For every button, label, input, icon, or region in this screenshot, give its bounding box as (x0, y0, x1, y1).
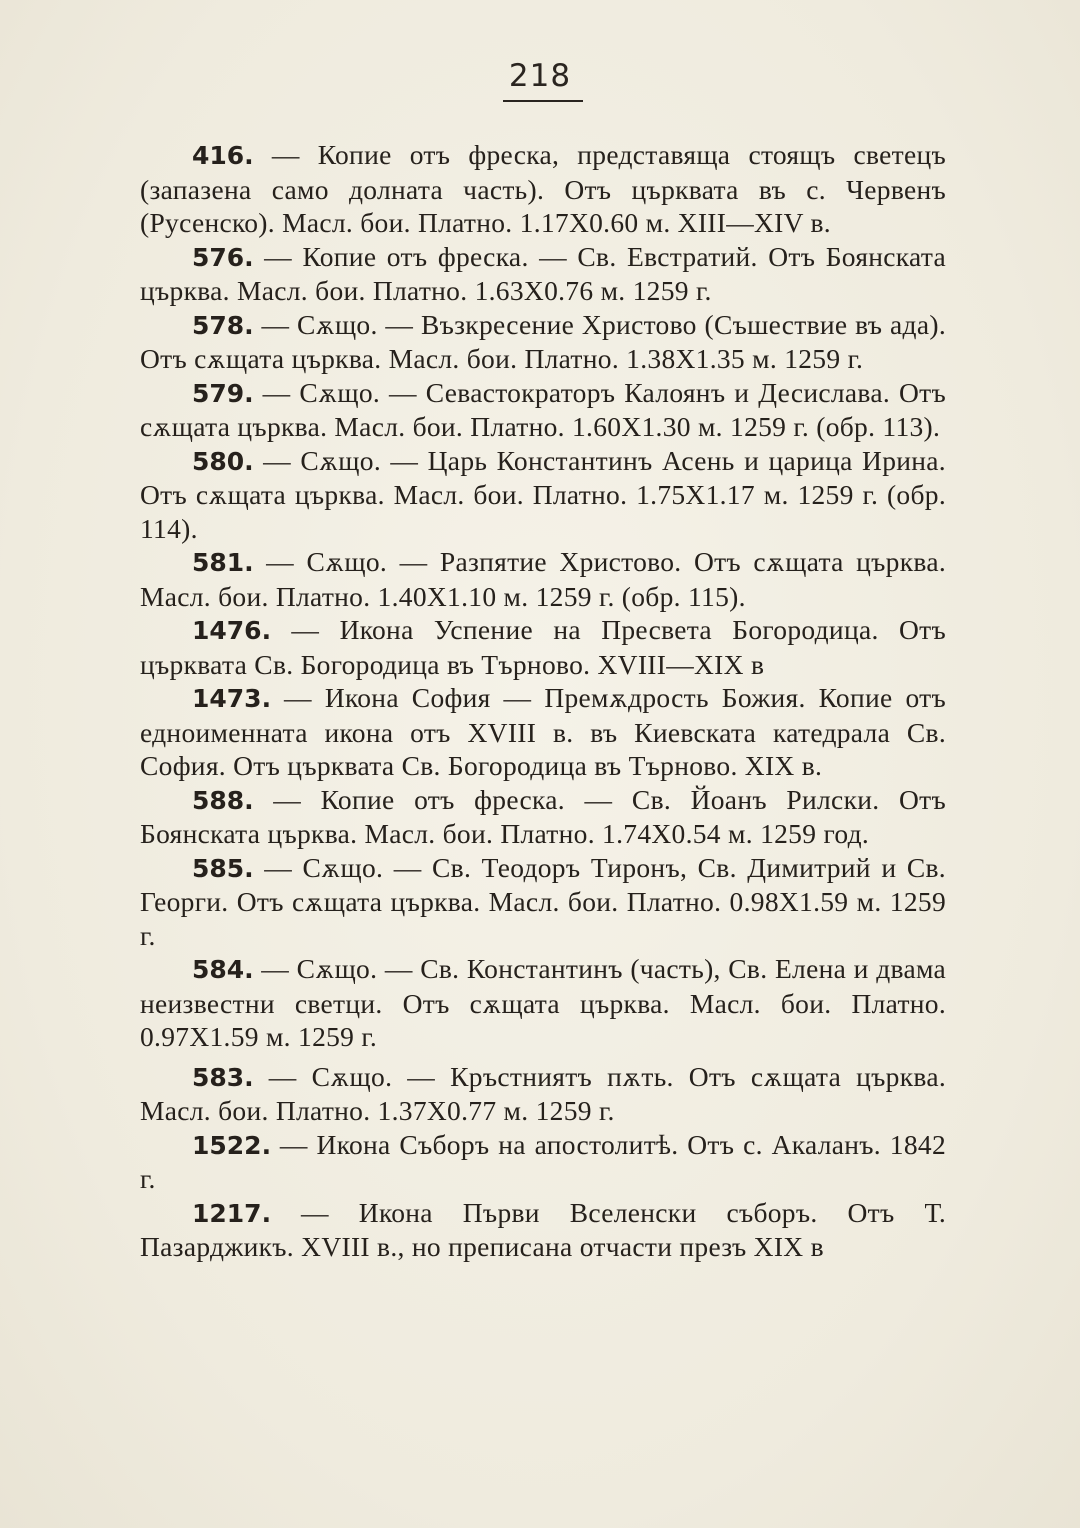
catalogue-entry (140, 613, 946, 681)
entry-number: 576. (192, 242, 254, 272)
entry-text: — Копие отъ фреска, представяща стоящъ светецъ (запазена само долната часть). Отъ църквата въ с. Червенъ (Русенско). Масл. бои. Платно. 1.17X0.60 м. XIII—XIV в. (140, 139, 946, 238)
catalogue-entry (140, 308, 946, 376)
catalogue-entry (140, 952, 946, 1054)
catalogue-entry (140, 444, 946, 546)
page-number: 218 (508, 58, 572, 94)
entry-text: — Сѫщо. — Кръстниятъ пѫть. Отъ сѫщата църква. Масл. бои. Платно. 1.37X0.77 м. 1259 г. (140, 1060, 946, 1126)
catalogue-entry (140, 376, 946, 444)
entry-text: — Копие отъ фреска. — Св. Йоанъ Рилски. Отъ Боянската църква. Масл. бои. Платно. 1.74X0.54 м. 1259 год. (140, 783, 946, 849)
entry-text: — Икона Първи Вселенски съборъ. Отъ Т. Пазарджикъ. XVIII в., но преписана отчасти презъ XIX в (140, 1196, 946, 1262)
catalogue-entry (140, 851, 946, 953)
catalogue-entry (140, 545, 946, 613)
entry-text: — Сѫщо. — Св. Теодоръ Тиронъ, Св. Димитрий и Св. Георги. Отъ сѫщата църква. Масл. бои. Платно. 0.98X1.59 м. 1259 г. (140, 851, 946, 951)
catalogue-entry (140, 783, 946, 851)
entry-text: — Сѫщо. — Севастократоръ Калоянъ и Десислава. Отъ сѫщата църква. Масл. бои. Платно. 1.60X1.30 м. 1259 г. (обр. 113). (140, 376, 946, 442)
entry-number: 578. (192, 310, 254, 340)
catalogue-entry (140, 681, 946, 783)
catalogue-entry (140, 1128, 946, 1196)
entry-number: 1522. (192, 1130, 272, 1160)
entry-text: — Икона Съборъ на апостолитѣ. Отъ с. Акаланъ. 1842 г. (140, 1128, 946, 1194)
entry-number: 584. (192, 955, 254, 984)
entry-number: 579. (192, 378, 254, 408)
catalogue-entry (140, 1060, 946, 1128)
entry-number: 585. (192, 853, 254, 883)
entry-number: 1476. (192, 616, 272, 645)
entry-number: 580. (192, 446, 254, 476)
catalogue-entry (140, 1196, 946, 1264)
entry-number: 583. (192, 1062, 254, 1092)
entry-text: — Икона София — Премѫдрость Божия. Копие отъ едноименната икона отъ XVIII в. въ Киевската катедрала Св. София. Отъ църквата Св. Богородица въ Търново. XIX в. (140, 682, 946, 781)
entry-number: 581. (192, 548, 254, 577)
entry-number: 416. (192, 141, 254, 170)
entry-text: — Сѫщо. — Разпятие Христово. Отъ сѫщата църква. Масл. бои. Платно. 1.40X1.10 м. 1259 г. (обр. 115). (140, 546, 946, 612)
entry-text: — Сѫщо. — Св. Константинъ (часть), Св. Елена и двама неизвестни светци. Отъ сѫщата църква. Масл. бои. Платно. 0.97X1.59 м. 1259 г. (140, 953, 946, 1052)
entry-text: — Сѫщо. — Царь Константинъ Асень и царица Ирина. Отъ сѫщата църква. Масл. бои. Платно. 1.75X1.17 м. 1259 г. (обр. 114). (140, 444, 946, 544)
catalogue-entry (140, 240, 946, 308)
entry-text: — Сѫщо. — Възкресение Христово (Съшествие въ ада). Отъ сѫщата църква. Масл. бои. Платно. 1.38X1.35 м. 1259 г. (140, 308, 946, 374)
catalogue-entries (140, 138, 946, 1264)
page-number-underline (503, 100, 583, 102)
entry-number: 588. (192, 785, 254, 815)
catalogue-entry (140, 138, 946, 240)
entry-text: — Копие отъ фреска. — Св. Евстратий. Отъ Боянската църква. Масл. бои. Платно. 1.63X0.76 м. 1259 г. (140, 240, 946, 306)
entry-number: 1217. (192, 1198, 272, 1228)
entry-number: 1473. (192, 684, 272, 713)
entry-text: — Икона Успение на Пресвета Богородица. Отъ църквата Св. Богородица въ Търново. XVIII—XIX в (140, 614, 946, 680)
